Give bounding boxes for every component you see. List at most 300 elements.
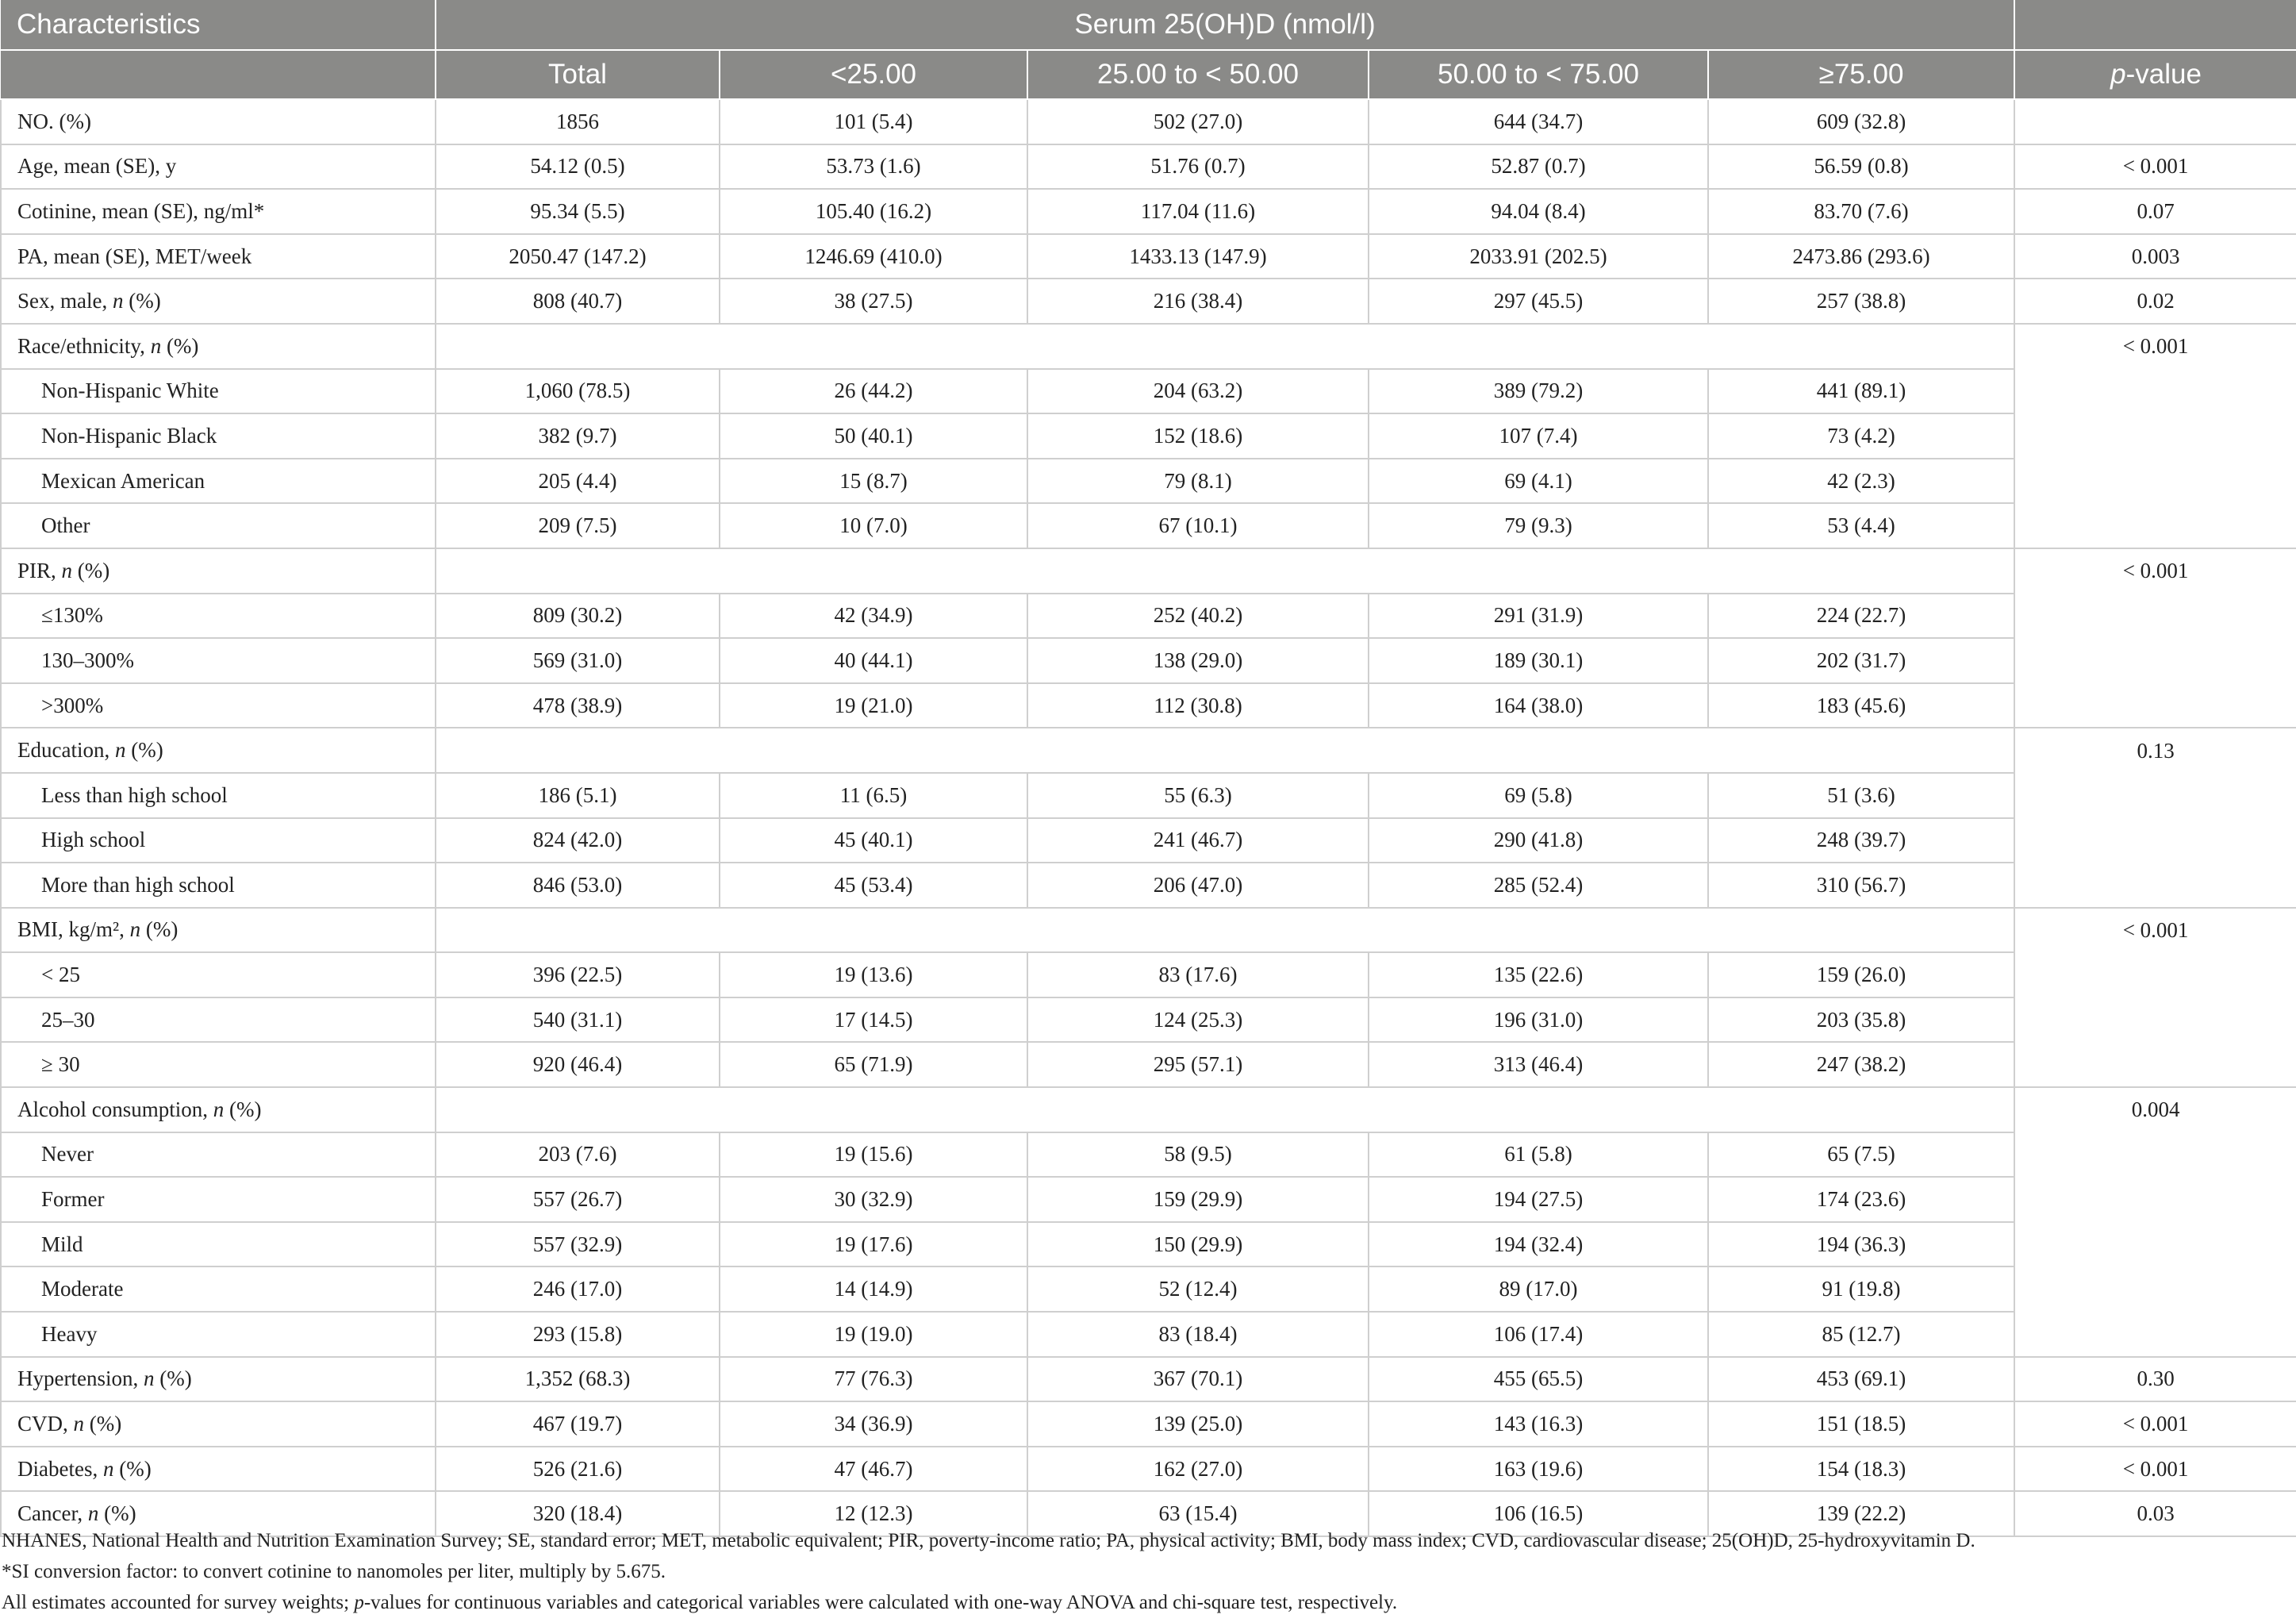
row-label — [1, 952, 436, 997]
table-cell: 224 (22.7) — [1708, 594, 2014, 639]
row-label-italic: n — [102, 1456, 114, 1481]
table-cell: 19 (17.6) — [720, 1222, 1027, 1267]
table-row — [1, 683, 2296, 728]
row-label — [1, 413, 436, 459]
footnote-survey-pre: All estimates accounted for survey weights; — [2, 1592, 355, 1613]
header-25-50: 25.00 to < 50.00 — [1027, 50, 1369, 99]
row-label-post: (%) — [84, 1412, 122, 1436]
table-cell: 310 (56.7) — [1708, 863, 2014, 908]
table-cell: 526 (21.6) — [436, 1447, 720, 1492]
table-cell: 609 (32.8) — [1708, 99, 2014, 144]
table-row — [1, 144, 2296, 190]
row-label-pre: CVD, — [17, 1412, 74, 1436]
pvalue-p: p — [2110, 59, 2126, 90]
header-ge75: ≥75.00 — [1708, 50, 2014, 99]
row-label — [1, 548, 436, 594]
table-cell: 1433.13 (147.9) — [1027, 234, 1369, 279]
table-cell: 94.04 (8.4) — [1369, 189, 1708, 234]
table-cell: 42 (2.3) — [1708, 459, 2014, 504]
header-pvalue — [2014, 50, 2296, 99]
table-cell: 203 (7.6) — [436, 1132, 720, 1178]
table-cell: 920 (46.4) — [436, 1042, 720, 1087]
row-label — [1, 1357, 436, 1402]
row-label-text: High school — [41, 828, 146, 852]
pvalue-cell: < 0.001 — [2014, 908, 2296, 953]
row-label-text: Less than high school — [41, 782, 228, 807]
table-cell: 189 (30.1) — [1369, 638, 1708, 683]
table-cell: 1246.69 (410.0) — [720, 234, 1027, 279]
table-cell: 453 (69.1) — [1708, 1357, 2014, 1402]
pvalue-cell: 0.003 — [2014, 234, 2296, 279]
table-cell: 154 (18.3) — [1708, 1447, 2014, 1492]
table-cell: 183 (45.6) — [1708, 683, 2014, 728]
group-spacer — [436, 324, 2014, 369]
table-cell: 79 (9.3) — [1369, 503, 1708, 548]
table-cell: 186 (5.1) — [436, 773, 720, 818]
table-cell: 367 (70.1) — [1027, 1357, 1369, 1402]
table-cell: 12 (12.3) — [720, 1491, 1027, 1536]
group-spacer — [436, 548, 2014, 594]
table-cell: 557 (32.9) — [436, 1222, 720, 1267]
row-label — [1, 1222, 436, 1267]
row-label-text: Mexican American — [41, 468, 205, 493]
table-cell: 52 (12.4) — [1027, 1266, 1369, 1312]
table-cell: 51.76 (0.7) — [1027, 144, 1369, 190]
row-label-text: Non-Hispanic White — [41, 379, 219, 403]
table-row — [1, 638, 2296, 683]
table-cell: 285 (52.4) — [1369, 863, 1708, 908]
table-row — [1, 952, 2296, 997]
table-cell: 95.34 (5.5) — [436, 189, 720, 234]
table-cell: 139 (25.0) — [1027, 1401, 1369, 1447]
table-cell: 30 (32.9) — [720, 1177, 1027, 1222]
pvalue-cell — [2014, 1266, 2296, 1312]
pvalue-cell: < 0.001 — [2014, 324, 2296, 369]
pvalue-cell: < 0.001 — [2014, 1401, 2296, 1447]
table-cell: 138 (29.0) — [1027, 638, 1369, 683]
row-label-text: Other — [41, 513, 90, 538]
row-label-pre: Race/ethnicity, — [17, 333, 151, 358]
table-row — [1, 234, 2296, 279]
header-characteristics: Characteristics — [1, 0, 436, 50]
pvalue-cell — [2014, 1042, 2296, 1087]
table-cell: 112 (30.8) — [1027, 683, 1369, 728]
table-row — [1, 863, 2296, 908]
table-cell: 2050.47 (147.2) — [436, 234, 720, 279]
footnote-si-conversion: *SI conversion factor: to convert cotinine to nanomoles per liter, multiply by 5.675. — [2, 1561, 666, 1582]
table-cell: 159 (29.9) — [1027, 1177, 1369, 1222]
row-label-post: (%) — [161, 333, 199, 358]
row-label-pre: Diabetes, — [17, 1456, 103, 1481]
table-cell: 152 (18.6) — [1027, 413, 1369, 459]
row-label — [1, 683, 436, 728]
table-cell: 45 (40.1) — [720, 818, 1027, 863]
table-cell: 135 (22.6) — [1369, 952, 1708, 997]
row-label — [1, 908, 436, 953]
row-label — [1, 1266, 436, 1312]
row-label-pre: PIR, — [17, 558, 62, 582]
group-spacer — [436, 1087, 2014, 1132]
row-label-text: 130–300% — [41, 648, 134, 672]
pvalue-cell: < 0.001 — [2014, 144, 2296, 190]
table-cell: 247 (38.2) — [1708, 1042, 2014, 1087]
row-label-italic: n — [61, 558, 73, 582]
table-cell: 297 (45.5) — [1369, 279, 1708, 324]
row-label-post: (%) — [123, 289, 161, 313]
row-label-post: (%) — [154, 1366, 192, 1391]
row-label-pre: Sex, male, — [17, 289, 113, 313]
row-label-pre: Hypertension, — [17, 1366, 144, 1391]
table-cell: 320 (18.4) — [436, 1491, 720, 1536]
table-body — [1, 99, 2296, 1536]
table-cell: 15 (8.7) — [720, 459, 1027, 504]
table-cell: 19 (15.6) — [720, 1132, 1027, 1178]
table-cell: 47 (46.7) — [720, 1447, 1027, 1492]
row-label — [1, 234, 436, 279]
table-row — [1, 1447, 2296, 1492]
table-cell: 73 (4.2) — [1708, 413, 2014, 459]
row-label-italic: n — [143, 1366, 155, 1391]
table-cell: 290 (41.8) — [1369, 818, 1708, 863]
table-cell: 106 (16.5) — [1369, 1491, 1708, 1536]
row-label-post: (%) — [98, 1501, 136, 1526]
table-cell: 83.70 (7.6) — [1708, 189, 2014, 234]
row-label-italic: n — [112, 289, 124, 313]
table-cell: 58 (9.5) — [1027, 1132, 1369, 1178]
row-label-text: Heavy — [41, 1321, 98, 1346]
table-cell: 382 (9.7) — [436, 413, 720, 459]
table-row — [1, 594, 2296, 639]
table-cell: 164 (38.0) — [1369, 683, 1708, 728]
table-cell: 69 (4.1) — [1369, 459, 1708, 504]
table-cell: 203 (35.8) — [1708, 997, 2014, 1043]
table-cell: 51 (3.6) — [1708, 773, 2014, 818]
row-label — [1, 728, 436, 773]
table-cell: 163 (19.6) — [1369, 1447, 1708, 1492]
pvalue-cell — [2014, 638, 2296, 683]
table-row — [1, 189, 2296, 234]
table-cell: 205 (4.4) — [436, 459, 720, 504]
table-cell: 105.40 (16.2) — [720, 189, 1027, 234]
pvalue-cell: 0.004 — [2014, 1087, 2296, 1132]
table-cell: 540 (31.1) — [436, 997, 720, 1043]
header-total: Total — [436, 50, 720, 99]
table-cell: 569 (31.0) — [436, 638, 720, 683]
table-cell: 2033.91 (202.5) — [1369, 234, 1708, 279]
table-cell: 91 (19.8) — [1708, 1266, 2014, 1312]
table-cell: 19 (21.0) — [720, 683, 1027, 728]
table-cell: 455 (65.5) — [1369, 1357, 1708, 1402]
table-cell: 396 (22.5) — [436, 952, 720, 997]
row-label — [1, 1132, 436, 1178]
row-label — [1, 459, 436, 504]
row-label-text: Former — [41, 1187, 105, 1212]
table-cell: 106 (17.4) — [1369, 1312, 1708, 1357]
row-label-text: Cotinine, mean (SE), ng/ml* — [17, 198, 265, 223]
table-cell: 89 (17.0) — [1369, 1266, 1708, 1312]
row-label — [1, 1042, 436, 1087]
row-label-pre: Education, — [17, 738, 115, 763]
row-label-post: (%) — [140, 917, 179, 942]
row-label — [1, 1401, 436, 1447]
table-cell: 1856 — [436, 99, 720, 144]
footnote-survey-italic: p — [354, 1592, 364, 1613]
table-cell: 246 (17.0) — [436, 1266, 720, 1312]
table-cell: 143 (16.3) — [1369, 1401, 1708, 1447]
table-footnotes — [2, 1525, 2286, 1618]
table-cell: 45 (53.4) — [720, 863, 1027, 908]
header-serum-group: Serum 25(OH)D (nmol/l) — [436, 0, 2014, 50]
table-cell: 124 (25.3) — [1027, 997, 1369, 1043]
table-cell: 26 (44.2) — [720, 369, 1027, 414]
table-cell: 19 (19.0) — [720, 1312, 1027, 1357]
table-cell: 295 (57.1) — [1027, 1042, 1369, 1087]
table-cell: 77 (76.3) — [720, 1357, 1027, 1402]
row-label — [1, 773, 436, 818]
table-row — [1, 1222, 2296, 1267]
table-cell: 56.59 (0.8) — [1708, 144, 2014, 190]
table-row — [1, 773, 2296, 818]
table-cell: 441 (89.1) — [1708, 369, 2014, 414]
row-label — [1, 1447, 436, 1492]
pvalue-cell — [2014, 818, 2296, 863]
table-row — [1, 1266, 2296, 1312]
row-label-pre: Cancer, — [17, 1501, 88, 1526]
table-cell: 2473.86 (293.6) — [1708, 234, 2014, 279]
table-cell: 101 (5.4) — [720, 99, 1027, 144]
row-label-pre: Alcohol consumption, — [17, 1097, 213, 1121]
row-label-text: Age, mean (SE), y — [17, 154, 177, 179]
table-cell: 38 (27.5) — [720, 279, 1027, 324]
pvalue-cell — [2014, 863, 2296, 908]
footnote-survey-post: -values for continuous variables and categorical variables were calculated with one-way ANOVA and chi-square test, respectively. — [363, 1592, 1398, 1613]
table-cell: 11 (6.5) — [720, 773, 1027, 818]
pvalue-cell: 0.02 — [2014, 279, 2296, 324]
row-label — [1, 1177, 436, 1222]
row-label-text: Never — [41, 1142, 94, 1167]
table-cell: 846 (53.0) — [436, 863, 720, 908]
table-cell: 257 (38.8) — [1708, 279, 2014, 324]
row-label-post: (%) — [113, 1456, 152, 1481]
table-cell: 55 (6.3) — [1027, 773, 1369, 818]
row-label-post: (%) — [72, 558, 110, 582]
pvalue-cell — [2014, 1132, 2296, 1178]
header-50-75: 50.00 to < 75.00 — [1369, 50, 1708, 99]
table-cell: 107 (7.4) — [1369, 413, 1708, 459]
pvalue-cell: 0.07 — [2014, 189, 2296, 234]
table-cell: 85 (12.7) — [1708, 1312, 2014, 1357]
row-label-text: NO. (%) — [17, 109, 91, 133]
row-label-italic: n — [114, 738, 126, 763]
row-label-text: >300% — [41, 693, 104, 717]
table-cell: 53.73 (1.6) — [720, 144, 1027, 190]
table-cell: 69 (5.8) — [1369, 773, 1708, 818]
pvalue-cell — [2014, 459, 2296, 504]
pvalue-cell: < 0.001 — [2014, 548, 2296, 594]
table-cell: 67 (10.1) — [1027, 503, 1369, 548]
row-label-text: ≤130% — [41, 603, 103, 628]
table-cell: 196 (31.0) — [1369, 997, 1708, 1043]
row-label-italic: n — [87, 1501, 99, 1526]
pvalue-cell — [2014, 952, 2296, 997]
row-label-text: Moderate — [41, 1277, 124, 1301]
table-cell: 204 (63.2) — [1027, 369, 1369, 414]
row-label-italic: n — [73, 1412, 85, 1436]
row-label-text: 25–30 — [41, 1007, 95, 1032]
row-label — [1, 503, 436, 548]
table-cell: 40 (44.1) — [720, 638, 1027, 683]
row-label — [1, 638, 436, 683]
table-row — [1, 728, 2296, 773]
row-label — [1, 324, 436, 369]
table-cell: 10 (7.0) — [720, 503, 1027, 548]
row-label-italic: n — [129, 917, 141, 942]
table-cell: 206 (47.0) — [1027, 863, 1369, 908]
row-label — [1, 369, 436, 414]
row-label — [1, 1312, 436, 1357]
row-label-italic: n — [150, 333, 162, 358]
table-cell: 52.87 (0.7) — [1369, 144, 1708, 190]
table-cell: 150 (29.9) — [1027, 1222, 1369, 1267]
table-cell: 241 (46.7) — [1027, 818, 1369, 863]
row-label — [1, 863, 436, 908]
table-cell: 63 (15.4) — [1027, 1491, 1369, 1536]
table-cell: 61 (5.8) — [1369, 1132, 1708, 1178]
pvalue-cell: 0.03 — [2014, 1491, 2296, 1536]
table-cell: 159 (26.0) — [1708, 952, 2014, 997]
table-cell: 79 (8.1) — [1027, 459, 1369, 504]
pvalue-cell — [2014, 99, 2296, 144]
pvalue-rest: -value — [2125, 59, 2202, 90]
row-label — [1, 997, 436, 1043]
table-cell: 162 (27.0) — [1027, 1447, 1369, 1492]
table-cell: 502 (27.0) — [1027, 99, 1369, 144]
row-label-italic: n — [213, 1097, 225, 1121]
row-label-text: < 25 — [41, 963, 80, 987]
table-cell: 809 (30.2) — [436, 594, 720, 639]
table-cell: 17 (14.5) — [720, 997, 1027, 1043]
pvalue-cell: 0.13 — [2014, 728, 2296, 773]
table-row — [1, 503, 2296, 548]
pvalue-cell — [2014, 1312, 2296, 1357]
row-label — [1, 1087, 436, 1132]
table-cell: 1,352 (68.3) — [436, 1357, 720, 1402]
table-cell: 65 (71.9) — [720, 1042, 1027, 1087]
table-cell: 53 (4.4) — [1708, 503, 2014, 548]
table-cell: 216 (38.4) — [1027, 279, 1369, 324]
row-label-text: Mild — [41, 1232, 83, 1256]
pvalue-cell — [2014, 594, 2296, 639]
table-cell: 19 (13.6) — [720, 952, 1027, 997]
table-cell: 65 (7.5) — [1708, 1132, 2014, 1178]
row-label — [1, 144, 436, 190]
footnote-survey-weights — [2, 1587, 2286, 1618]
table-cell: 557 (26.7) — [436, 1177, 720, 1222]
table-cell: 202 (31.7) — [1708, 638, 2014, 683]
table-cell: 808 (40.7) — [436, 279, 720, 324]
pvalue-cell: 0.30 — [2014, 1357, 2296, 1402]
table-row — [1, 459, 2296, 504]
table-cell: 1,060 (78.5) — [436, 369, 720, 414]
table-cell: 42 (34.9) — [720, 594, 1027, 639]
table-row — [1, 324, 2296, 369]
row-label-post: (%) — [125, 738, 163, 763]
row-label-text: More than high school — [41, 872, 235, 897]
table-row — [1, 1177, 2296, 1222]
row-label — [1, 189, 436, 234]
table-cell: 117.04 (11.6) — [1027, 189, 1369, 234]
group-spacer — [436, 728, 2014, 773]
table-cell: 83 (18.4) — [1027, 1312, 1369, 1357]
table-cell: 151 (18.5) — [1708, 1401, 2014, 1447]
table-cell: 248 (39.7) — [1708, 818, 2014, 863]
table-cell: 252 (40.2) — [1027, 594, 1369, 639]
row-label-pre: BMI, kg/m², — [17, 917, 130, 942]
pvalue-cell — [2014, 997, 2296, 1043]
table-cell: 291 (31.9) — [1369, 594, 1708, 639]
table-row — [1, 279, 2296, 324]
table-row — [1, 1401, 2296, 1447]
table-cell: 139 (22.2) — [1708, 1491, 2014, 1536]
row-label — [1, 594, 436, 639]
table-row — [1, 1312, 2296, 1357]
pvalue-cell — [2014, 413, 2296, 459]
row-label — [1, 818, 436, 863]
row-label-post: (%) — [224, 1097, 262, 1121]
table-cell: 467 (19.7) — [436, 1401, 720, 1447]
table-row — [1, 413, 2296, 459]
table-cell: 644 (34.7) — [1369, 99, 1708, 144]
table-row — [1, 369, 2296, 414]
row-label-text: ≥ 30 — [41, 1052, 80, 1077]
pvalue-cell: < 0.001 — [2014, 1447, 2296, 1492]
table-row — [1, 1042, 2296, 1087]
pvalue-cell — [2014, 503, 2296, 548]
table-row — [1, 997, 2296, 1043]
table-cell: 194 (36.3) — [1708, 1222, 2014, 1267]
table-cell: 50 (40.1) — [720, 413, 1027, 459]
table-cell: 83 (17.6) — [1027, 952, 1369, 997]
pvalue-cell — [2014, 773, 2296, 818]
header-lt25: <25.00 — [720, 50, 1027, 99]
table-row — [1, 908, 2296, 953]
row-label-text: Non-Hispanic Black — [41, 423, 217, 448]
header-blank — [2014, 0, 2296, 50]
header-blank-left — [1, 50, 436, 99]
table-cell: 478 (38.9) — [436, 683, 720, 728]
table-cell: 293 (15.8) — [436, 1312, 720, 1357]
table-cell: 174 (23.6) — [1708, 1177, 2014, 1222]
table-row — [1, 818, 2296, 863]
row-label — [1, 99, 436, 144]
table-cell: 194 (27.5) — [1369, 1177, 1708, 1222]
table-cell: 389 (79.2) — [1369, 369, 1708, 414]
table-cell: 54.12 (0.5) — [436, 144, 720, 190]
row-label — [1, 279, 436, 324]
pvalue-cell — [2014, 1222, 2296, 1267]
table-cell: 313 (46.4) — [1369, 1042, 1708, 1087]
table-row — [1, 1357, 2296, 1402]
table-row — [1, 548, 2296, 594]
table-row — [1, 1132, 2296, 1178]
group-spacer — [436, 908, 2014, 953]
table-cell: 34 (36.9) — [720, 1401, 1027, 1447]
table-cell: 194 (32.4) — [1369, 1222, 1708, 1267]
table-cell: 824 (42.0) — [436, 818, 720, 863]
pvalue-cell — [2014, 683, 2296, 728]
table-cell: 14 (14.9) — [720, 1266, 1027, 1312]
pvalue-cell — [2014, 1177, 2296, 1222]
